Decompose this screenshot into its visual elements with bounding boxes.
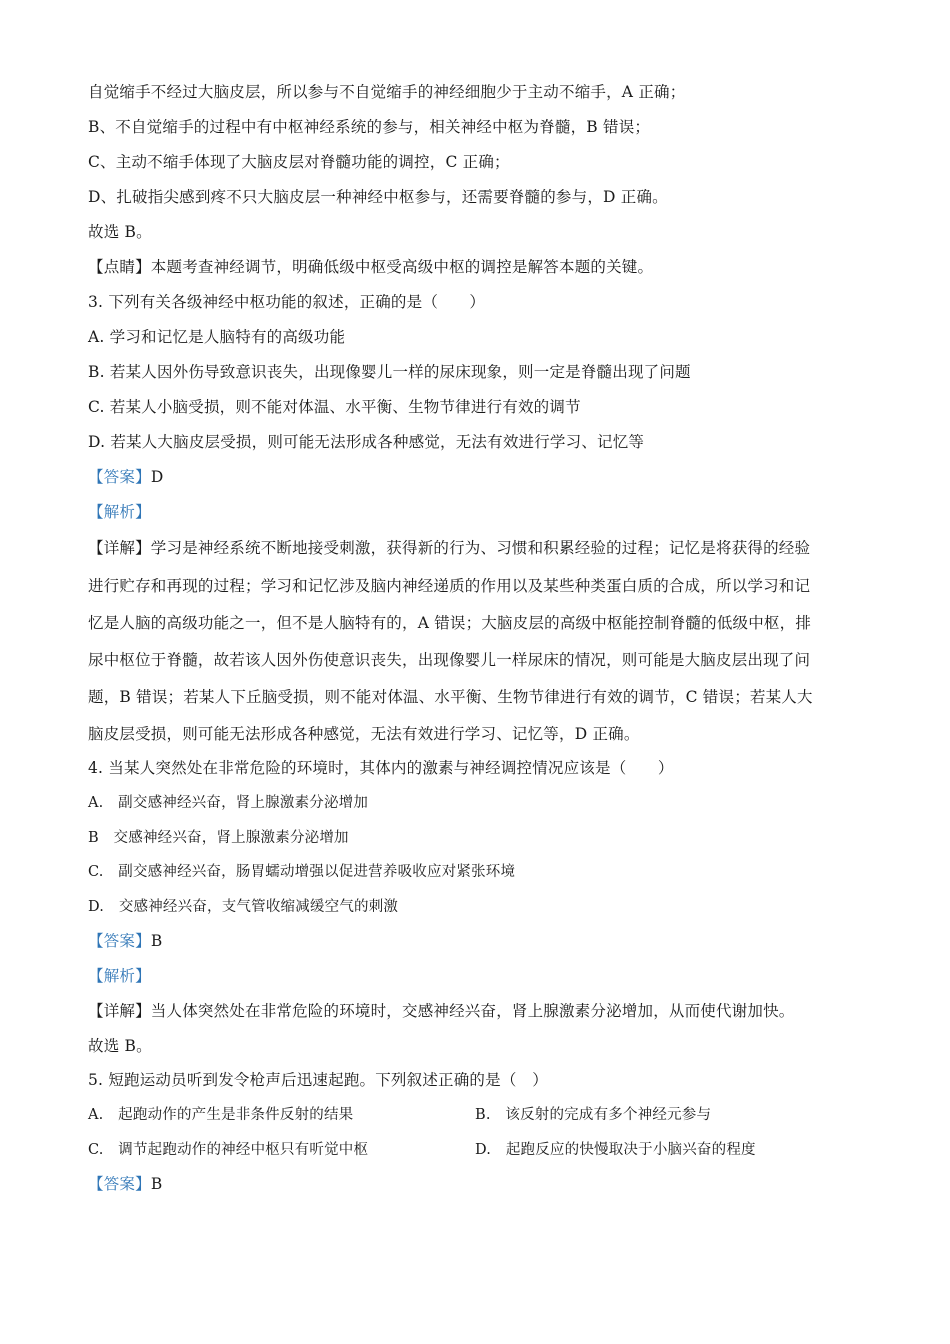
question-3-option-b: B. 若某人因外伤导致意识丧失，出现像婴儿一样的尿床现象，则一定是脊髓出现了问题 xyxy=(88,363,691,381)
answer-tag: 【答案】 xyxy=(88,1175,151,1193)
text-line: C、主动不缩手体现了大脑皮层对脊髓功能的调控，C 正确； xyxy=(88,153,510,171)
question-3-analysis-tag: 【解析】 xyxy=(88,503,151,521)
question-5-option-a: A. 起跑动作的产生是非条件反射的结果 xyxy=(88,1107,354,1123)
question-3-option-d: D. 若某人大脑皮层受损，则可能无法形成各种感觉，无法有效进行学习、记忆等 xyxy=(88,433,645,451)
question-4-stem: 4. 当某人突然处在非常危险的环境时，其体内的激素与神经调控情况应该是（ ） xyxy=(88,759,674,777)
question-3-detail: 题，B 错误；若某人下丘脑受损，则不能对体温、水平衡、生物节律进行有效的调节，C 错误；若某人大 xyxy=(88,688,813,706)
question-3-option-c: C. 若某人小脑受损，则不能对体温、水平衡、生物节律进行有效的调节 xyxy=(88,398,581,416)
answer-tag: 【答案】 xyxy=(88,932,151,950)
question-4-option-b: B 交感神经兴奋，肾上腺激素分泌增加 xyxy=(88,830,349,846)
answer-value: B xyxy=(150,1175,163,1193)
question-3-detail: 忆是人脑的高级功能之一，但不是人脑特有的，A 错误；大脑皮层的高级中枢能控制脊髓的低级中枢，排 xyxy=(88,614,812,632)
question-4-conclusion: 故选 B。 xyxy=(88,1037,152,1055)
question-3-option-a: A. 学习和记忆是人脑特有的高级功能 xyxy=(88,328,346,346)
question-5-answer xyxy=(88,1174,162,1194)
remark-line: 【点睛】本题考查神经调节，明确低级中枢受高级中枢的调控是解答本题的关键。 xyxy=(88,258,654,276)
question-4-answer xyxy=(88,931,162,951)
question-3-detail: 【详解】学习是神经系统不断地接受刺激，获得新的行为、习惯和积累经验的过程；记忆是将获得的经验 xyxy=(88,539,811,557)
answer-tag: 【答案】 xyxy=(88,468,151,486)
question-5-option-b: B. 该反射的完成有多个神经元参与 xyxy=(475,1107,712,1123)
question-5-stem: 5. 短跑运动员听到发令枪声后迅速起跑。下列叙述正确的是（ ） xyxy=(88,1071,548,1089)
text-line: 自觉缩手不经过大脑皮层，所以参与不自觉缩手的神经细胞少于主动不缩手，A 正确； xyxy=(88,83,686,101)
question-4-detail: 【详解】当人体突然处在非常危险的环境时，交感神经兴奋，肾上腺激素分泌增加，从而使代谢加快。 xyxy=(88,1002,795,1020)
question-4-option-c: C. 副交感神经兴奋，肠胃蠕动增强以促进营养吸收应对紧张环境 xyxy=(88,864,516,880)
text-line: B、不自觉缩手的过程中有中枢神经系统的参与，相关神经中枢为脊髓，B 错误； xyxy=(88,118,651,136)
question-3-detail: 脑皮层受损，则可能无法形成各种感觉，无法有效进行学习、记忆等，D 正确。 xyxy=(88,725,640,743)
question-5-option-d: D. 起跑反应的快慢取决于小脑兴奋的程度 xyxy=(475,1142,756,1158)
question-3-detail: 尿中枢位于脊髓，故若该人因外伤使意识丧失，出现像婴儿一样尿床的情况，则可能是大脑皮层出现了问 xyxy=(88,651,811,669)
text-line: D、扎破指尖感到疼不只大脑皮层一种神经中枢参与，还需要脊髓的参与，D 正确。 xyxy=(88,188,668,206)
question-5-option-c: C. 调节起跑动作的神经中枢只有听觉中枢 xyxy=(88,1142,369,1158)
question-4-analysis-tag: 【解析】 xyxy=(88,967,151,985)
answer-value: B xyxy=(150,932,163,950)
question-4-option-d: D. 交感神经兴奋，支气管收缩减缓空气的刺激 xyxy=(88,899,399,915)
question-3-detail: 进行贮存和再现的过程；学习和记忆涉及脑内神经递质的作用以及某些种类蛋白质的合成，所以学习和记 xyxy=(88,577,811,595)
text-line: 故选 B。 xyxy=(88,223,152,241)
question-4-option-a: A. 副交感神经兴奋，肾上腺激素分泌增加 xyxy=(88,795,369,811)
answer-value: D xyxy=(150,468,164,486)
question-3-stem: 3. 下列有关各级神经中枢功能的叙述，正确的是（ ） xyxy=(88,293,486,311)
question-3-answer xyxy=(88,467,163,487)
